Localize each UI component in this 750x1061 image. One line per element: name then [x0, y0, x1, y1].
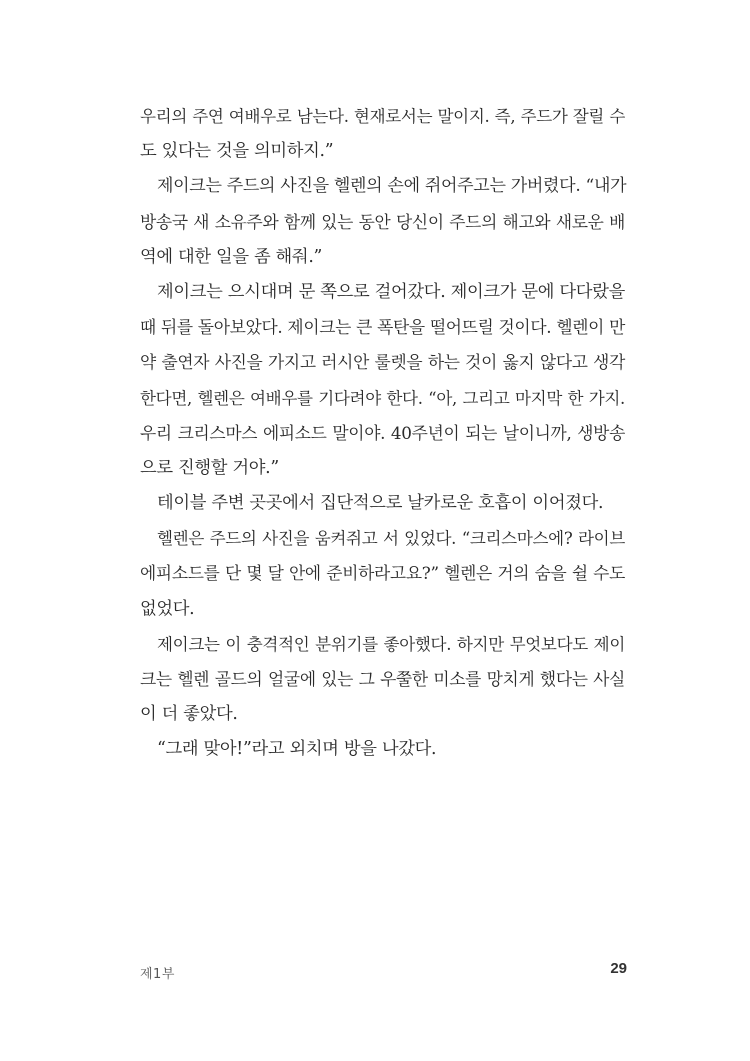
text-line: 방송국 새 소유주와 함께 있는 동안 당신이 주드의 해고와 새로운 배: [140, 211, 625, 232]
text-line: 도 있다는 것을 의미하지.”: [140, 141, 334, 162]
text-line: 에피소드를 단 몇 달 안에 준비하라고요?” 헬렌은 거의 숨을 쉴 수도: [140, 563, 625, 584]
text-line: 테이블 주변 곳곳에서 집단적으로 날카로운 호흡이 이어졌다.: [157, 493, 604, 514]
text-line: 역에 대한 일을 좀 해줘.”: [140, 246, 323, 267]
text-line: 제이크는 이 충격적인 분위기를 좋아했다. 하지만 무엇보다도 제이: [157, 634, 625, 654]
footer-section-label: 제1부: [140, 967, 175, 982]
text-line: 이 더 좋았다.: [140, 704, 238, 725]
text-line: 약 출연자 사진을 가지고 러시안 룰렛을 하는 것이 옳지 않다고 생각: [140, 352, 625, 373]
text-line: 한다면, 헬렌은 여배우를 기다려야 한다. “아, 그리고 마지막 한 가지.: [140, 388, 625, 408]
text-line: 없었다.: [140, 598, 195, 619]
page-number: 29: [610, 960, 627, 977]
text-line: 우리 크리스마스 에피소드 말이야. 40주년이 되는 날이니까, 생방송: [140, 422, 625, 443]
text-line: “그래 맞아!”라고 외치며 방을 나갔다.: [157, 739, 437, 760]
text-line: 으로 진행할 거야.”: [140, 457, 279, 478]
text-line: 때 뒤를 돌아보았다. 제이크는 큰 폭탄을 떨어뜨릴 것이다. 헬렌이 만: [140, 317, 625, 338]
text-line: 제이크는 주드의 사진을 헬렌의 손에 쥐어주고는 가버렸다. “내가: [157, 176, 627, 197]
text-line: 우리의 주연 여배우로 남는다. 현재로서는 말이지. 즉, 주드가 잘릴 수: [140, 107, 625, 126]
text-line: 헬렌은 주드의 사진을 움켜쥐고 서 있었다. “크리스마스에? 라이브: [157, 529, 625, 549]
body-text: [140, 99, 625, 768]
text-line: 제이크는 으시대며 문 쪽으로 걸어갔다. 제이크가 문에 다다랐을: [157, 281, 625, 302]
text-line: 크는 헬렌 골드의 얼굴에 있는 그 우쭐한 미소를 망치게 했다는 사실: [140, 669, 625, 689]
